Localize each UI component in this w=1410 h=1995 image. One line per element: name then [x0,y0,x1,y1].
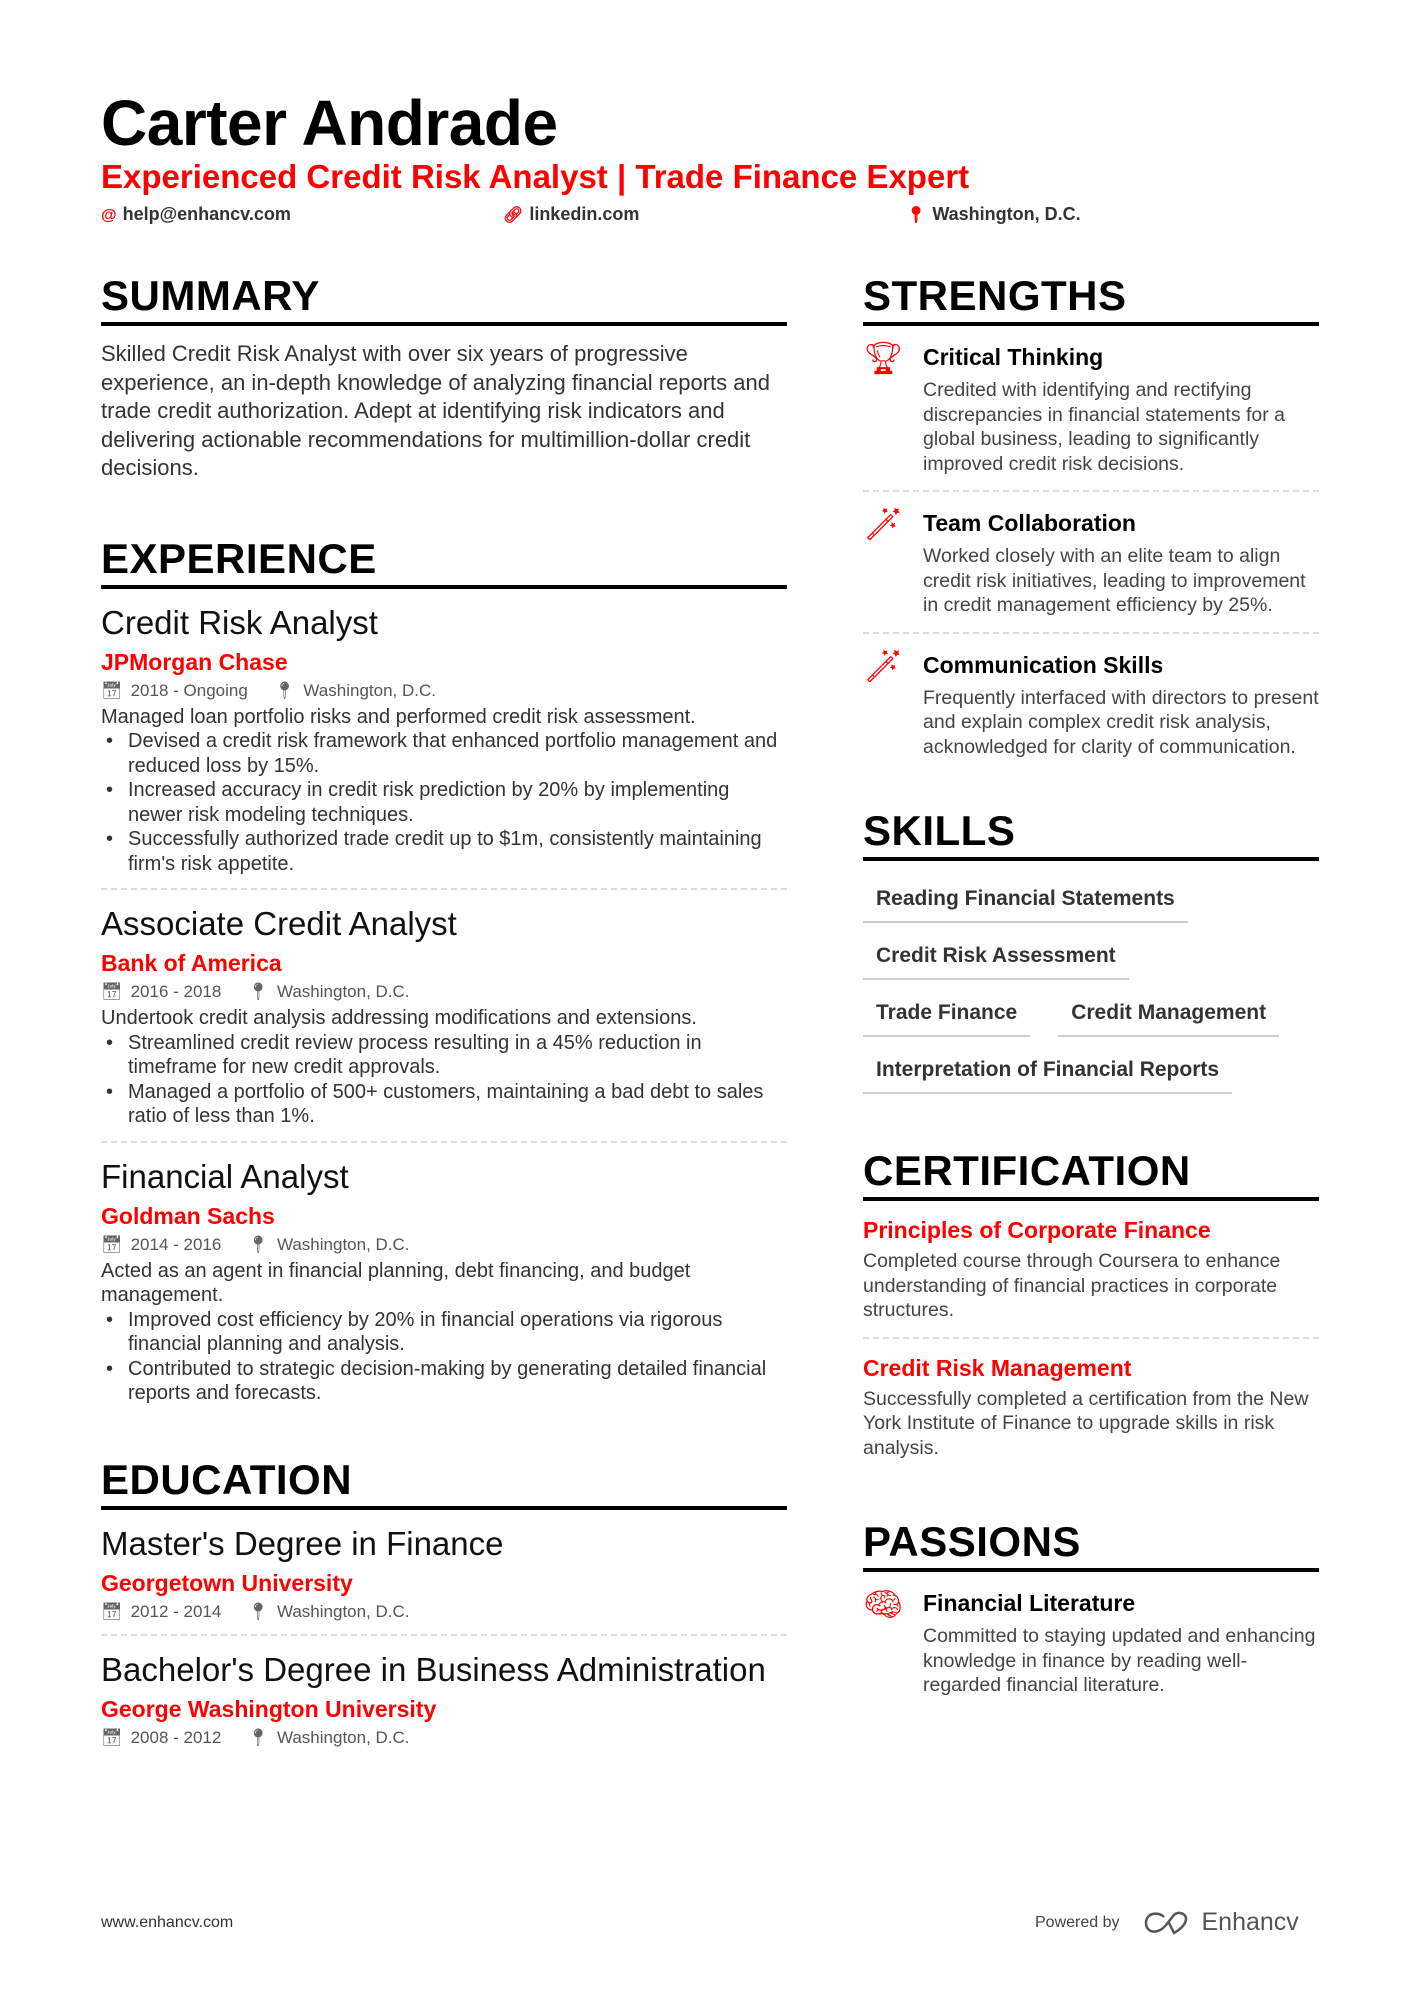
location [247,1602,409,1622]
right-column [863,272,1319,1712]
meta-row [101,1602,787,1622]
location-pin-icon: 📍︎ [906,207,927,224]
magic-wand-icon: 🪄︎ [863,506,904,542]
footer-branding [1035,1908,1299,1937]
strengths-list [863,326,1319,773]
location-pin-icon: 📍︎ [247,1727,269,1747]
enhancv-logo[interactable] [1144,1908,1299,1937]
certification-item [863,1339,1319,1475]
location-text: Washington, D.C. [276,1727,410,1747]
degree-title: Master's Degree in Finance [101,1524,504,1562]
company-name: JPMorgan Chase [101,648,288,675]
meta-row [101,1235,787,1255]
job-entry [101,890,787,1143]
location-pin-icon: 📍︎ [247,1601,269,1621]
achievement-item: • Devised a credit risk framework that enhanced portfolio management and reduced loss by 15%. [101,729,787,778]
job-entry [101,589,787,891]
certification-heading: CERTIFICATION [863,1147,1319,1201]
achievement-item: • Improved cost efficiency by 20% in financial operations via rigorous financial planning and analysis. [101,1308,787,1357]
achievement-item: • Contributed to strategic decision-making by generating detailed financial reports and forecasts. [101,1357,787,1406]
meta-row [101,1728,787,1748]
location-pin-icon: 📍︎ [273,680,296,700]
location [274,681,436,701]
company-name: Goldman Sachs [101,1202,275,1229]
candidate-title: Experienced Credit Risk Analyst | Trade Finance Expert [101,158,970,195]
passions-item [863,1572,1319,1712]
item-text [923,342,1319,476]
achievement-item: • Managed a portfolio of 500+ customers, maintaining a bad debt to sales ratio of less than 1%. [101,1080,787,1129]
location [247,982,409,1002]
certification-title: Principles of Corporate Finance [863,1217,1211,1243]
date-range [101,982,221,1002]
experience-heading: EXPERIENCE [101,535,787,589]
item-title: Communication Skills [923,651,1164,678]
strengths-item [863,492,1319,634]
powered-by-label: Powered by [1035,1913,1120,1931]
footer-website[interactable]: www.enhancv.com [101,1914,234,1931]
date-text: 2012 - 2014 [130,1601,222,1621]
certification-list [863,1201,1319,1474]
calendar-icon: 📅︎ [101,982,123,1001]
item-title: Team Collaboration [923,510,1136,536]
meta-row [101,982,787,1002]
skill-tag: Credit Risk Assessment [863,932,1129,980]
calendar-icon: 📅︎ [101,1727,123,1747]
skill-tag: Credit Management [1058,989,1279,1037]
location-contact [906,204,1081,225]
item-text [923,650,1319,760]
item-description: Committed to staying updated and enhancing knowledge in finance by reading well-regarded financial literature. [923,1625,1316,1696]
achievement-item: • Successfully authorized trade credit up to $1m, consistently maintaining firm's risk appetite. [101,827,787,876]
certification-item [863,1201,1319,1339]
linkedin-contact[interactable] [503,204,639,225]
item-text [923,508,1319,618]
strengths-item [863,326,1319,492]
calendar-icon: 📅︎ [101,680,123,700]
job-title: Credit Risk Analyst [101,603,378,641]
trophy-icon: 🏆︎ [863,340,904,376]
calendar-icon: 📅︎ [101,1234,123,1254]
location-text: Washington, D.C. [276,1234,410,1254]
left-column [101,272,787,1760]
skill-tag: Interpretation of Financial Reports [863,1046,1232,1094]
magic-wand-icon: 🪄︎ [863,647,904,684]
location-text: Washington, D.C. [276,1601,410,1621]
calendar-icon: 📅︎ [101,1601,123,1621]
item-description: Frequently interfaced with directors to present and explain complex credit risk analysis, acknowledged for clarity of communication. [923,686,1319,758]
passions-heading: PASSIONS [863,1518,1319,1572]
location [247,1728,409,1748]
link-icon: 🔗︎ [503,207,524,224]
summary-heading: SUMMARY [101,272,787,326]
strengths-heading: STRENGTHS [863,272,1319,326]
education-list [101,1510,787,1760]
skills-heading: SKILLS [863,807,1319,861]
item-text [923,1588,1319,1698]
strengths-item [863,634,1319,774]
job-title: Financial Analyst [101,1157,349,1195]
achievement-item: • Increased accuracy in credit risk prediction by 20% by implementing newer risk modeling techniques. [101,778,787,827]
email-contact[interactable] [101,204,291,225]
item-description: Worked closely with an elite team to align credit risk initiatives, leading to improvement in credit management efficiency by 25%. [923,545,1306,616]
location-text: Washington, D.C. [276,982,410,1001]
at-icon: @ [101,207,117,224]
skills-list [863,861,1319,1103]
linkedin-text: linkedin.com [529,204,640,224]
certification-description: Completed course through Coursera to enhance understanding of financial practices in corporate structures. [863,1250,1281,1321]
job-description: Acted as an agent in financial planning, debt financing, and budget management. [101,1259,691,1306]
item-description: Credited with identifying and rectifying discrepancies in financial statements for a global business, leading to significantly improved credit risk decisions. [923,379,1286,475]
date-range [101,1728,221,1748]
candidate-name: Carter Andrade [101,87,558,159]
location-pin-icon: 📍︎ [247,982,269,1001]
certification-description: Successfully completed a certification from the New York Institute of Finance to upgrade skills in risk analysis. [863,1387,1309,1459]
date-range [101,1602,221,1622]
date-range [101,1235,221,1255]
achievement-list [101,1031,787,1129]
school-name: Georgetown University [101,1569,353,1596]
degree-title: Bachelor's Degree in Business Administration [101,1650,766,1688]
skill-tag: Reading Financial Statements [863,875,1188,923]
education-entry [101,1636,787,1760]
location [247,1235,409,1255]
date-text: 2018 - Ongoing [130,680,248,700]
passions-list [863,1572,1319,1712]
enhancv-logo-icon [1144,1911,1190,1935]
item-title: Critical Thinking [923,344,1104,370]
date-range [101,681,248,701]
experience-list [101,589,787,1418]
achievement-list [101,1308,787,1406]
summary-text: Skilled Credit Risk Analyst with over six years of progressive experience, an in-depth knowledge of analyzing financial reports and trade credit authorization. Adept at identifying risk indicators and delivering actionable recommendations for multimillion-dollar credit decisions. [101,341,770,480]
location-text: Washington, D.C. [303,680,436,700]
brand-name: Enhancv [1201,1908,1299,1936]
date-text: 2014 - 2016 [130,1234,222,1254]
job-description: Undertook credit analysis addressing modifications and extensions. [101,1007,697,1029]
meta-row [101,681,787,701]
job-description: Managed loan portfolio risks and performed credit risk assessment. [101,705,696,728]
location-pin-icon: 📍︎ [247,1234,269,1254]
certification-title: Credit Risk Management [863,1354,1132,1381]
education-entry [101,1510,787,1636]
education-heading: EDUCATION [101,1456,787,1510]
email-text: help@enhancv.com [122,204,291,224]
job-title: Associate Credit Analyst [101,905,457,942]
location-text: Washington, D.C. [932,204,1081,224]
head-icon: 🧠︎ [863,1586,904,1622]
company-name: Bank of America [101,950,282,976]
item-title: Financial Literature [923,1590,1136,1616]
date-text: 2008 - 2012 [130,1727,222,1747]
date-text: 2016 - 2018 [130,982,222,1001]
achievement-item: • Streamlined credit review process resulting in a 45% reduction in timeframe for new credit approvals. [101,1031,787,1080]
school-name: George Washington University [101,1695,437,1722]
job-entry [101,1143,787,1418]
skill-tag: Trade Finance [863,989,1030,1037]
achievement-list [101,729,787,876]
